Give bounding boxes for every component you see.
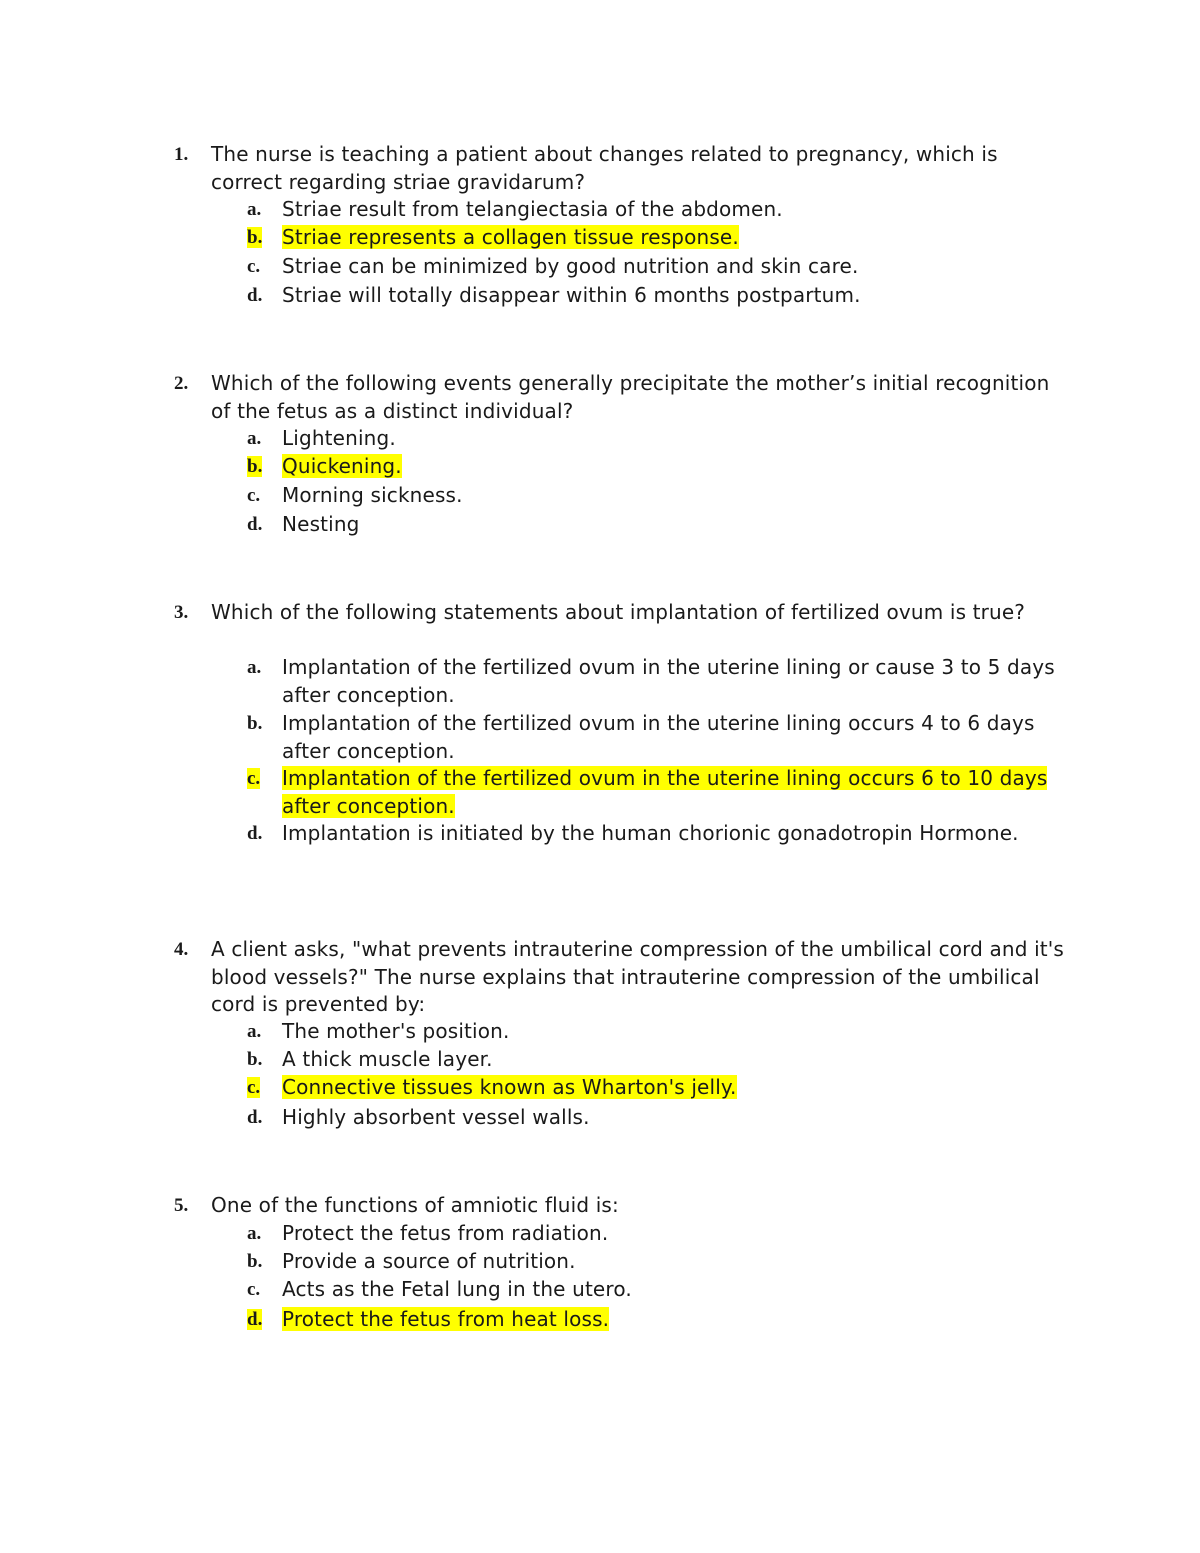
highlighted-letter: c. xyxy=(247,768,261,789)
option-letter xyxy=(247,1074,260,1102)
option-text xyxy=(282,511,1062,539)
option-text-content: Protect the fetus from radiation. xyxy=(282,1221,609,1245)
option-text xyxy=(282,820,1062,848)
option-text xyxy=(282,425,1062,453)
highlighted-answer: Striae represents a collagen tissue response. xyxy=(282,225,739,249)
option-letter: a. xyxy=(247,428,262,449)
option-letter: b. xyxy=(247,713,263,734)
option-text-content: The mother's position. xyxy=(282,1019,510,1043)
question-text: One of the functions of amniotic fluid is: xyxy=(211,1193,619,1217)
option-letter: a. xyxy=(247,657,262,678)
option-text xyxy=(282,253,1062,281)
option-letter xyxy=(247,765,260,793)
option-letter: c. xyxy=(247,1279,261,1300)
option-text-content: Striae result from telangiectasia of the abdomen. xyxy=(282,197,783,221)
option-text xyxy=(282,282,1062,310)
option-letter: d. xyxy=(247,1107,263,1128)
option-text xyxy=(282,1220,1062,1248)
option-text xyxy=(282,1074,1062,1102)
option-text-content: Striae can be minimized by good nutrition and skin care. xyxy=(282,254,859,278)
question-number: 1. xyxy=(174,144,189,165)
option-letter: b. xyxy=(247,1251,263,1272)
option-text xyxy=(282,765,1062,820)
option-text xyxy=(282,224,1062,252)
option-text-content: Striae will totally disappear within 6 months postpartum. xyxy=(282,283,861,307)
option-text-content: Implantation of the fertilized ovum in the uterine lining occurs 4 to 6 days after conception. xyxy=(282,711,1035,763)
option-letter: a. xyxy=(247,1021,262,1042)
option-text xyxy=(282,654,1062,709)
option-letter xyxy=(247,1306,262,1334)
option-text-content: Implantation of the fertilized ovum in the uterine lining or cause 3 to 5 days after conception. xyxy=(282,655,1055,707)
highlighted-letter: d. xyxy=(247,1309,263,1330)
option-letter: d. xyxy=(247,514,263,535)
highlighted-answer: Implantation of the fertilized ovum in the uterine lining occurs 6 to 10 days after conception. xyxy=(282,766,1048,818)
option-text-content: Implantation is initiated by the human chorionic gonadotropin Hormone. xyxy=(282,821,1019,845)
option-text xyxy=(282,1046,1062,1074)
question-number: 3. xyxy=(174,602,189,623)
option-text-content: Provide a source of nutrition. xyxy=(282,1249,576,1273)
option-letter: c. xyxy=(247,485,261,506)
option-text-content: Highly absorbent vessel walls. xyxy=(282,1105,590,1129)
option-letter xyxy=(247,224,262,252)
question-number: 5. xyxy=(174,1195,189,1216)
option-text xyxy=(282,1306,1062,1334)
option-text xyxy=(282,1018,1062,1046)
highlighted-answer: Protect the fetus from heat loss. xyxy=(282,1307,610,1331)
option-text xyxy=(282,1276,1062,1304)
question-text: A client asks, "what prevents intrauterine compression of the umbilical cord and it's blood vessels?" The nurse explains that intrauterine compression of the umbilical cord is prevented by: xyxy=(211,937,1064,1016)
option-letter: d. xyxy=(247,823,263,844)
option-text xyxy=(282,1104,1062,1132)
highlighted-letter: b. xyxy=(247,456,263,477)
option-text-content: A thick muscle layer. xyxy=(282,1047,493,1071)
option-letter: a. xyxy=(247,1223,262,1244)
option-letter: b. xyxy=(247,1049,263,1070)
question-text: The nurse is teaching a patient about changes related to pregnancy, which is correct regarding striae gravidarum? xyxy=(211,142,998,194)
option-text xyxy=(282,710,1062,765)
option-text xyxy=(282,453,1062,481)
question-number: 4. xyxy=(174,939,189,960)
question-number: 2. xyxy=(174,373,189,394)
option-text-content: Acts as the Fetal lung in the utero. xyxy=(282,1277,632,1301)
option-letter: a. xyxy=(247,199,262,220)
option-text-content: Lightening. xyxy=(282,426,396,450)
option-text xyxy=(282,482,1062,510)
highlighted-letter: c. xyxy=(247,1077,261,1098)
option-text-content: Nesting xyxy=(282,512,360,536)
option-letter xyxy=(247,453,262,481)
option-text xyxy=(282,1248,1062,1276)
option-text xyxy=(282,196,1062,224)
option-letter: d. xyxy=(247,285,263,306)
highlighted-answer: Connective tissues known as Wharton's jelly. xyxy=(282,1075,737,1099)
option-text-content: Morning sickness. xyxy=(282,483,463,507)
question-text: Which of the following events generally precipitate the mother’s initial recognition of the fetus as a distinct individual? xyxy=(211,371,1050,423)
question-text: Which of the following statements about implantation of fertilized ovum is true? xyxy=(211,600,1026,624)
highlighted-letter: b. xyxy=(247,227,263,248)
option-letter: c. xyxy=(247,256,261,277)
highlighted-answer: Quickening. xyxy=(282,454,402,478)
